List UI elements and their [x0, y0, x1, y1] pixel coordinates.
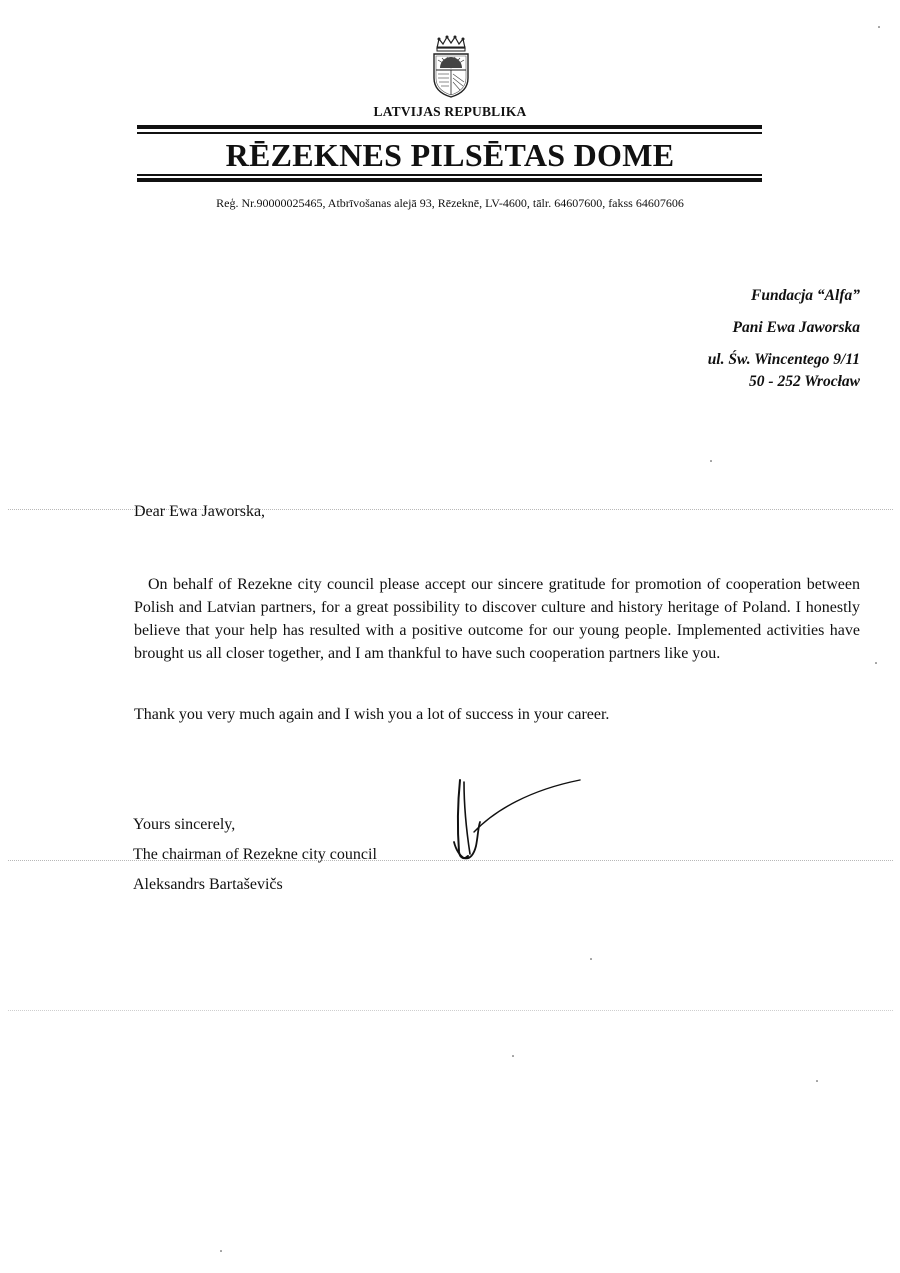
letter-body — [134, 573, 860, 665]
header-rule-top-thick — [137, 125, 762, 129]
coat-of-arms-icon — [428, 34, 474, 100]
header-rule-bottom-thin — [137, 174, 762, 176]
body-paragraph: On behalf of Rezekne city council please accept our sincere gratitude for promotion of cooperation between Polish and Latvian partners, for a great possibility to discover culture and history heritage of Poland. I honestly believe that your help has resulted with a positive outcome for our young people. Implemented activities have brought us all closer together, and I am thankful to have such cooperation partners like you. — [134, 576, 860, 662]
salutation: Dear Ewa Jaworska, — [134, 503, 266, 520]
scan-speck — [220, 1250, 222, 1252]
scan-speck — [878, 26, 880, 28]
signatory-name: Aleksandrs Bartaševičs — [133, 876, 283, 893]
closing-phrase: Yours sincerely, — [133, 816, 236, 833]
scan-speck — [710, 460, 712, 462]
recipient-person: Pani Ewa Jaworska — [732, 319, 860, 336]
recipient-street: ul. Św. Wincentego 9/11 — [707, 351, 860, 368]
scan-speck — [816, 1080, 818, 1082]
signoff-block — [133, 810, 377, 900]
scan-speck — [590, 958, 592, 960]
body-paragraph-thanks: Thank you very much again and I wish you a lot of success in your career. — [134, 706, 610, 723]
registry-address-line: Reģ. Nr.90000025465, Atbrīvošanas alejā 93, Rēzeknē, LV-4600, tālr. 64607600, fakss 64607606 — [216, 196, 684, 210]
signatory-title: The chairman of Rezekne city council — [133, 846, 377, 863]
handwritten-signature — [440, 770, 590, 865]
scan-artifact-line — [8, 1010, 893, 1011]
recipient-city: 50 - 252 Wrocław — [749, 373, 860, 390]
scan-speck — [875, 662, 877, 664]
council-name: RĒZEKNES PILSĒTAS DOME — [225, 137, 675, 173]
scan-speck — [512, 1055, 514, 1057]
header-rule-bottom-thick — [137, 178, 762, 182]
republic-name: LATVIJAS REPUBLIKA — [373, 104, 527, 119]
header-rule-top-thin — [137, 132, 762, 134]
recipient-organization: Fundacja “Alfa” — [751, 287, 860, 304]
recipient-address-block — [708, 284, 860, 394]
